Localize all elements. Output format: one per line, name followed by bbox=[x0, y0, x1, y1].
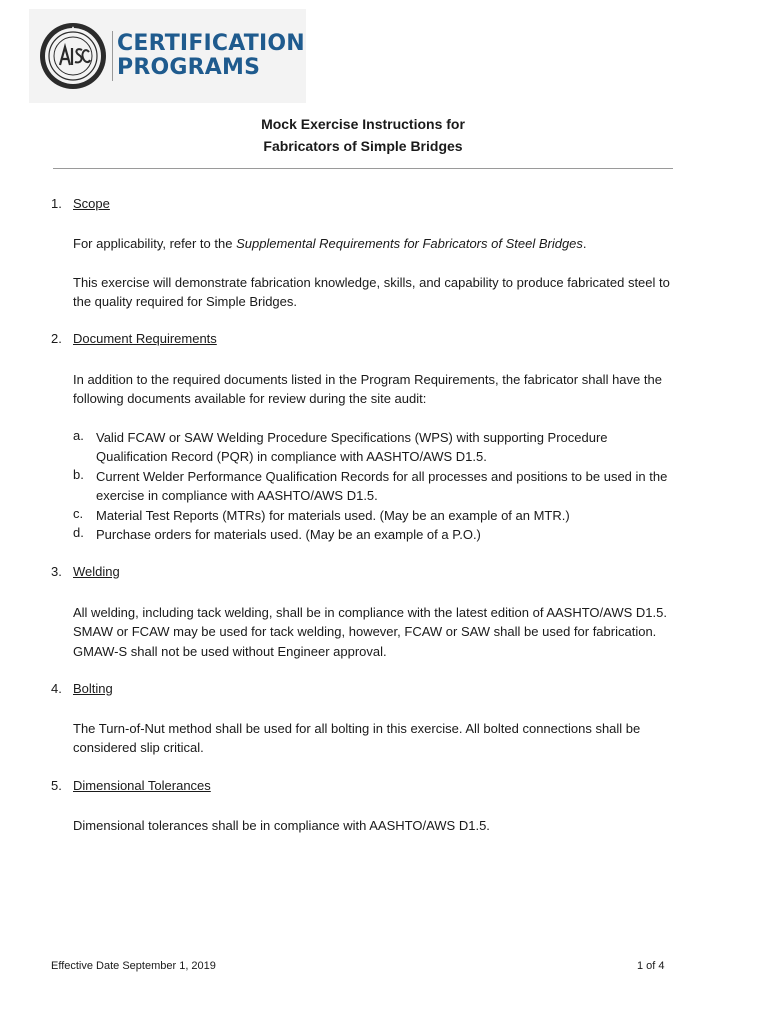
document-title bbox=[0, 113, 726, 157]
logo-line-1: CERTIFICATION bbox=[117, 31, 305, 56]
list-item: Purchase orders for materials used. (May be an example of a P.O.) bbox=[96, 527, 481, 542]
section-5-paragraph: Dimensional tolerances shall be in compliance with AASHTO/AWS D1.5. bbox=[73, 818, 490, 833]
logo-line-2: PROGRAMS bbox=[117, 55, 261, 80]
list-item-marker: c. bbox=[73, 506, 84, 521]
logo-wordmark bbox=[117, 32, 305, 80]
text: For applicability, refer to the bbox=[73, 236, 237, 251]
section-5-number: 5. bbox=[51, 778, 62, 793]
list-item: Material Test Reports (MTRs) for materials used. (May be an example of an MTR.) bbox=[96, 508, 570, 523]
section-1-heading: Scope bbox=[73, 196, 110, 211]
logo-divider bbox=[112, 31, 113, 81]
section-4-number: 4. bbox=[51, 681, 62, 696]
section-1-paragraph-1 bbox=[73, 234, 688, 253]
page-number: 1 of 4 bbox=[637, 960, 665, 972]
section-3-heading: Welding bbox=[73, 564, 120, 579]
section-3-number: 3. bbox=[51, 564, 62, 579]
certification-programs-logo bbox=[29, 9, 306, 103]
section-2-heading: Document Requirements bbox=[73, 331, 217, 346]
section-1-paragraph-2: This exercise will demonstrate fabrication knowledge, skills, and capability to produce fabricated steel to the quality required for Simple Bridges. bbox=[73, 275, 670, 310]
list-item-marker: a. bbox=[73, 428, 84, 443]
referenced-document-title: Supplemental Requirements for Fabricators of Steel Bridges bbox=[236, 236, 583, 251]
list-item-marker: d. bbox=[73, 525, 84, 540]
aisc-seal-icon bbox=[39, 22, 107, 90]
title-divider bbox=[53, 168, 673, 169]
section-2-intro: In addition to the required documents listed in the Program Requirements, the fabricator shall have the following documents available for review during the site audit: bbox=[73, 372, 662, 407]
effective-date: Effective Date September 1, 2019 bbox=[51, 960, 216, 972]
section-4-paragraph: The Turn-of-Nut method shall be used for all bolting in this exercise. All bolted connections shall be considered slip critical. bbox=[73, 721, 641, 756]
section-4-heading: Bolting bbox=[73, 681, 113, 696]
section-2-number: 2. bbox=[51, 331, 62, 346]
text: . bbox=[582, 236, 587, 251]
section-3-paragraph: All welding, including tack welding, shall be in compliance with the latest edition of AASHTO/AWS D1.5. SMAW or FCAW may be used for tack welding, however, FCAW or SAW shall be used for fabrication. GMAW-S shall not be used without Engineer approval. bbox=[73, 605, 667, 659]
list-item: Valid FCAW or SAW Welding Procedure Specifications (WPS) with supporting Procedure Qualification Record (PQR) in compliance with AASHTO/AWS D1.5. bbox=[96, 430, 608, 465]
title-line-2: Fabricators of Simple Bridges bbox=[263, 138, 463, 154]
section-5-heading: Dimensional Tolerances bbox=[73, 778, 211, 793]
section-1-number: 1. bbox=[51, 196, 62, 211]
title-line-1: Mock Exercise Instructions for bbox=[261, 116, 465, 132]
list-item: Current Welder Performance Qualification Records for all processes and positions to be used in the exercise in compliance with AASHTO/AWS D1.5. bbox=[96, 469, 668, 504]
list-item-marker: b. bbox=[73, 467, 84, 482]
